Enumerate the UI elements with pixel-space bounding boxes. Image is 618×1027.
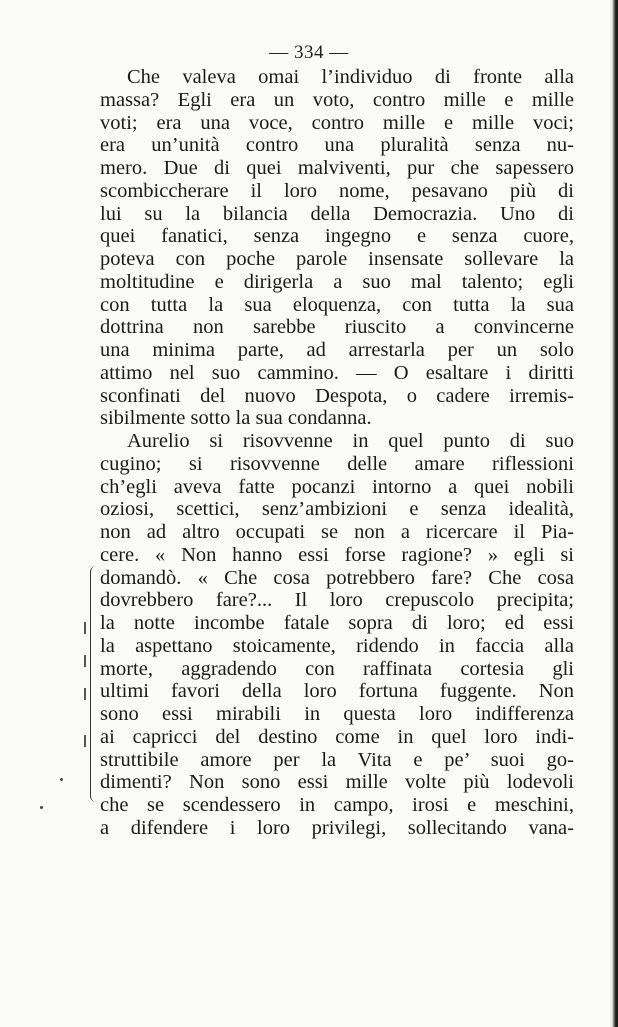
text-line: struttibile amore per la Vita e pe’ suoi go- — [100, 748, 574, 771]
page-number: — 334 — — [269, 42, 349, 63]
text-line: la aspettano stoicamente, ridendo in faccia alla — [100, 634, 574, 657]
text-line: che se scendessero in campo, irosi e meschini, — [100, 794, 574, 816]
margin-dot-mark — [40, 806, 43, 809]
text-line: massa? Egli era un voto, contro mille e mille — [100, 88, 574, 111]
text-line: voti; era una voce, contro mille e mille voci; — [100, 111, 574, 134]
text-line: non ad altro occupati se non a ricercare il Pia- — [100, 521, 574, 543]
text-line: dimenti? Non sono essi mille volte più lodevoli — [100, 771, 574, 794]
text-line: a difendere i loro privilegi, sollecitando vana- — [100, 816, 574, 839]
text-line: la notte incombe fatale sopra di loro; ed essi — [100, 612, 574, 634]
text-line: ai capricci del destino come in quel loro indi- — [100, 725, 574, 748]
body-text — [100, 66, 574, 840]
margin-dot-mark — [60, 778, 63, 781]
text-line: quei fanatici, senza ingegno e senza cuore, — [100, 225, 574, 248]
text-line: cugino; si risovvenne delle amare riflessioni — [100, 452, 574, 475]
text-line: Che valeva omai l’individuo di fronte alla — [127, 66, 574, 88]
text-line: attimo nel suo cammino. — O esaltare i diritti — [100, 361, 574, 384]
margin-tick-mark — [84, 655, 86, 667]
text-line: dovrebbero fare?... Il loro crepuscolo precipita; — [100, 589, 574, 612]
text-line: sono essi mirabili in questa loro indifferenza — [100, 703, 574, 725]
margin-tick-mark — [84, 735, 86, 747]
text-line: dottrina non sarebbe riuscito a convincerne — [100, 316, 574, 339]
text-line: con tutta la sua eloquenza, con tutta la sua — [100, 293, 574, 316]
text-line: Aurelio si risovvenne in quel punto di suo — [127, 430, 574, 452]
text-line: oziosi, scettici, senz’ambizioni e senza idealità, — [100, 498, 574, 521]
margin-pencil-mark — [90, 566, 97, 802]
text-line: sconfinati del nuovo Despota, o cadere irremis- — [100, 384, 574, 407]
text-line: mero. Due di quei malviventi, pur che sapessero — [100, 157, 574, 179]
binding-edge — [609, 0, 618, 1027]
margin-tick-mark — [84, 688, 86, 700]
text-line: scombiccherare il loro nome, pesavano più di — [100, 179, 574, 202]
text-line: moltitudine e dirigerla a suo mal talento; egli — [100, 270, 574, 293]
text-line: era un’unità contro una pluralità senza nu- — [100, 134, 574, 157]
text-line: cere. « Non hanno essi forse ragione? » egli si — [100, 543, 574, 566]
paragraph — [100, 430, 574, 840]
text-line: domandò. « Che cosa potrebbero fare? Che cosa — [100, 566, 574, 589]
text-line: ch’egli aveva fatte pocanzi intorno a quei nobili — [100, 475, 574, 498]
text-line: sibilmente sotto la sua condanna. — [100, 407, 372, 430]
paragraph — [100, 66, 574, 430]
text-line: lui su la bilancia della Democrazia. Uno di — [100, 202, 574, 225]
text-line: poteva con poche parole insensate sollevare la — [100, 248, 574, 270]
text-line: una minima parte, ad arrestarla per un solo — [100, 339, 574, 361]
text-line: ultimi favori della loro fortuna fuggente. Non — [100, 680, 574, 703]
text-line: morte, aggradendo con raffinata cortesia gli — [100, 657, 574, 680]
margin-tick-mark — [84, 622, 86, 634]
